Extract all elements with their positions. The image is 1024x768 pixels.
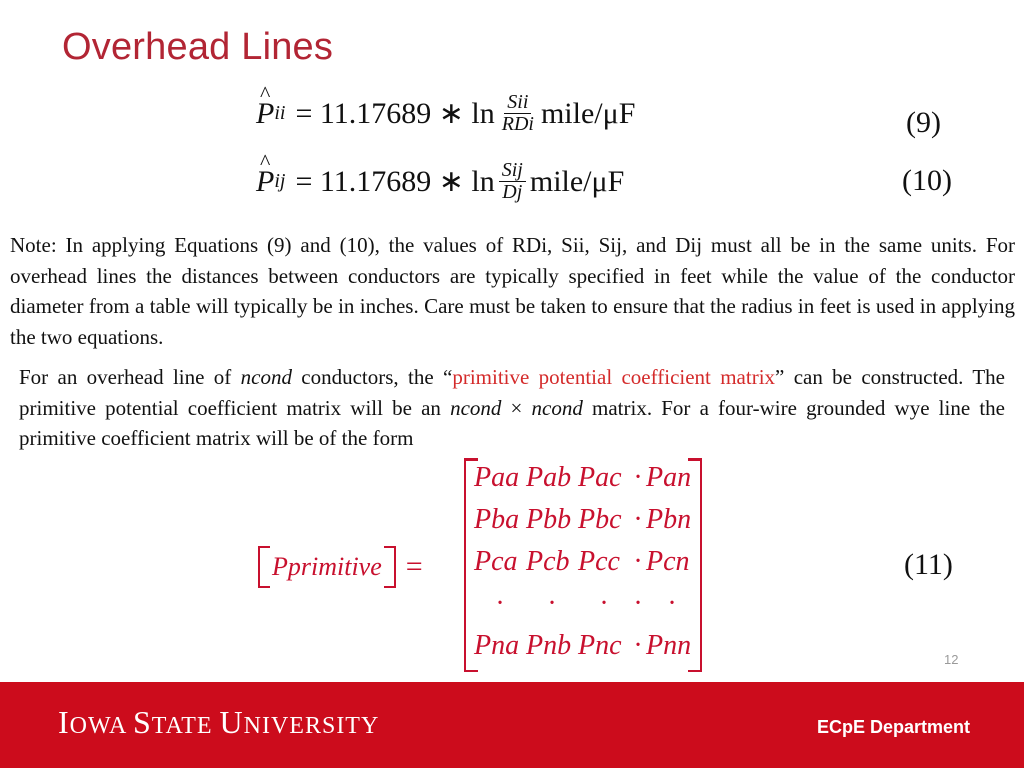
matrix-cell: Pcn xyxy=(646,546,690,577)
eq9-fraction xyxy=(499,92,537,135)
eq10-unit: mile/μF xyxy=(529,164,625,198)
matrix-cell: · xyxy=(633,462,643,493)
matrix-cell: Pbc xyxy=(578,504,622,535)
matrix-cell: Pcb xyxy=(526,546,570,577)
matrix-cell: Pnn xyxy=(646,630,692,661)
eq11-left-bracket xyxy=(258,546,270,588)
matrix-body xyxy=(464,458,702,672)
eq9-unit: mile/μF xyxy=(540,96,636,130)
para-text-1: For an overhead line of xyxy=(19,365,241,389)
para-text-4: matrix. For a four-wire grounded wye line the primitive coefficient matrix will be of the form xyxy=(19,395,1005,450)
matrix-cell: Pab xyxy=(526,462,572,493)
matrix-description-paragraph xyxy=(19,362,1005,454)
eq10-subscript: ij xyxy=(274,170,286,192)
matrix-cell: Pcc xyxy=(578,546,620,577)
eq11-right-bracket xyxy=(384,546,396,588)
matrix-cell: · xyxy=(633,546,643,577)
eq11-equals: = xyxy=(405,550,423,583)
eq10-numerator: Sij xyxy=(499,160,526,182)
department-label: ECpE Department xyxy=(816,717,970,737)
matrix-cell: · xyxy=(633,630,643,661)
university-wordmark: IOWA STATE UNIVERSITY xyxy=(58,704,380,740)
matrix-cell: Pbb xyxy=(526,504,572,535)
matrix-row xyxy=(474,546,698,578)
matrix-cell: Pac xyxy=(578,462,622,493)
para-ncond-3: ncond xyxy=(531,395,583,420)
page-number: 12 xyxy=(944,652,959,667)
eq10-symbol: ^ P xyxy=(256,165,274,199)
eq11-number: (11) xyxy=(904,548,953,581)
eq9-denominator: RDi xyxy=(501,113,534,135)
eq10-coefficient: = 11.17689 ∗ ln xyxy=(295,165,495,198)
matrix-cell: · xyxy=(633,588,643,619)
matrix-cell: Pnc xyxy=(578,630,622,661)
eq11-lhs xyxy=(258,546,423,588)
para-highlight: primitive potential coefficient matrix xyxy=(452,365,776,389)
matrix-cell: Pna xyxy=(474,630,520,661)
matrix-cell: · xyxy=(667,588,677,619)
footer-bar xyxy=(0,682,1024,768)
eq9-symbol: ^ P xyxy=(256,97,274,131)
eq10-fraction xyxy=(499,160,526,203)
matrix-row xyxy=(474,588,698,620)
matrix-cell: Pba xyxy=(474,504,520,535)
eq10-number: (10) xyxy=(902,164,952,197)
matrix-cell: · xyxy=(633,504,643,535)
para-times: × xyxy=(501,395,532,420)
eq9-numerator: Sii xyxy=(504,92,531,114)
matrix-row xyxy=(474,462,698,494)
matrix-cell: · xyxy=(599,588,609,619)
para-text-2: conductors, the “ xyxy=(291,365,453,389)
matrix-cell: Pca xyxy=(474,546,518,577)
eq9-subscript: ii xyxy=(274,102,286,124)
matrix-cell: Paa xyxy=(474,462,520,493)
matrix-cell: Pbn xyxy=(646,504,692,535)
matrix-cell: · xyxy=(495,588,505,619)
equation-9 xyxy=(256,92,635,135)
para-text-3: ” can be constructed. The primitive potential coefficient matrix will be an xyxy=(19,365,1005,420)
equation-10 xyxy=(256,160,624,203)
eq9-coefficient: = 11.17689 ∗ ln xyxy=(295,97,495,130)
eq9-number: (9) xyxy=(906,106,941,139)
matrix-row xyxy=(474,630,698,662)
matrix-row xyxy=(474,504,698,536)
para-ncond-2: ncond xyxy=(450,395,502,420)
eq10-denominator: Dj xyxy=(502,181,523,203)
note-paragraph: Note: In applying Equations (9) and (10), the values of RDi, Sii, Sij, and Dij must all be in the same units. For overhead lines the distances between conductors are typically specified in feet while the value of the conductor diameter from a table will typically be in inches. Care must be taken to ensure that the radius in feet is used in applying the two equations. xyxy=(10,233,1015,349)
matrix-cell: · xyxy=(547,588,557,619)
para-ncond-1: ncond xyxy=(240,365,292,389)
matrix-cell: Pnb xyxy=(526,630,572,661)
matrix-cell: Pan xyxy=(646,462,692,493)
eq11-lhs-symbol: Pprimitive xyxy=(272,552,382,581)
slide-title: Overhead Lines xyxy=(62,26,334,68)
